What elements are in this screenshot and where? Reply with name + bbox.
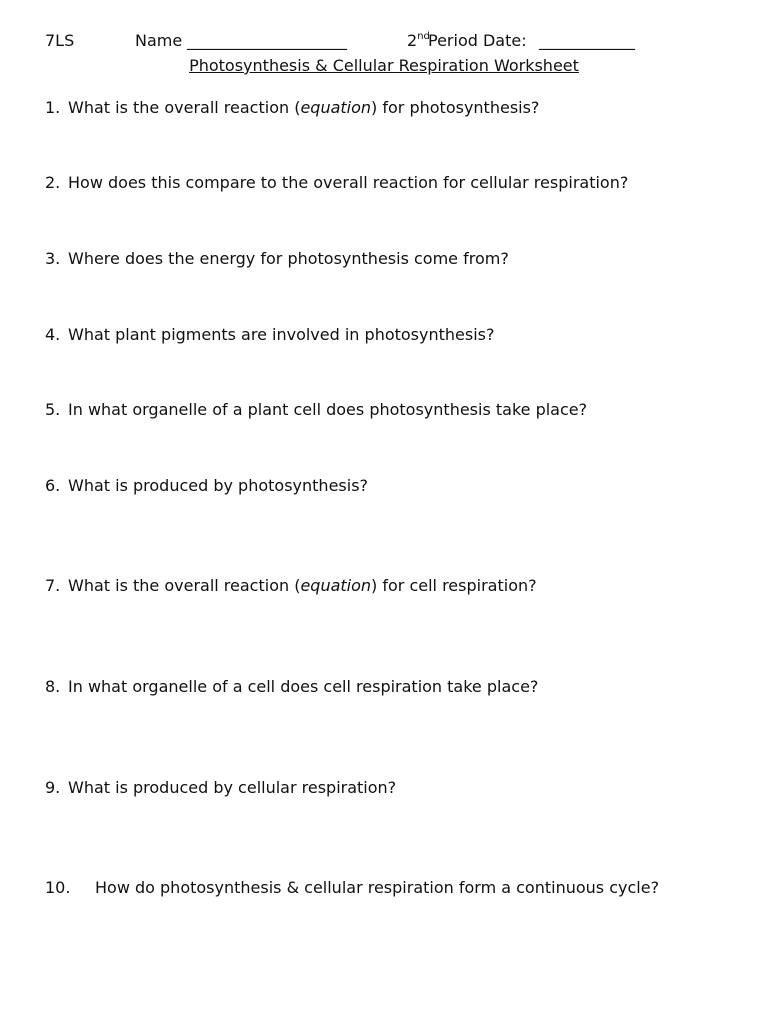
name-blank: ____________________ [187, 31, 347, 50]
period-number: 2 [407, 31, 418, 50]
worksheet-title: Photosynthesis & Cellular Respiration Worksheet [189, 56, 579, 75]
question-number: 8. [45, 677, 61, 696]
question-number: 7. [45, 576, 61, 595]
question-text: In what organelle of a cell does cell respiration take place? [68, 677, 539, 696]
question-text [68, 574, 537, 598]
question-number: 3. [45, 249, 61, 268]
question-text: In what organelle of a plant cell does photosynthesis take place? [68, 400, 588, 419]
question-number: 6. [45, 476, 61, 495]
question-text-before: What is the overall reaction ( [68, 576, 301, 595]
header-row [45, 28, 685, 54]
date-blank: ____________ [539, 31, 635, 50]
name-label: Name [135, 31, 183, 50]
question-text: Where does the energy for photosynthesis come from? [68, 249, 509, 268]
question-text: What plant pigments are involved in photosynthesis? [68, 325, 495, 344]
question-text [68, 96, 539, 120]
question-number: 4. [45, 325, 61, 344]
question-number: 2. [45, 173, 61, 192]
question-text: How does this compare to the overall reaction for cellular respiration? [68, 173, 629, 192]
question-text-before: What is the overall reaction ( [68, 98, 301, 117]
question-text: How do photosynthesis & cellular respiration form a continuous cycle? [95, 878, 660, 897]
question-text-italic: equation [300, 98, 372, 117]
period-suffix: nd [417, 30, 430, 42]
question-text: What is produced by photosynthesis? [68, 476, 369, 495]
question-number: 9. [45, 778, 61, 797]
question-text-italic: equation [300, 576, 372, 595]
period-ordinal [407, 28, 430, 54]
question-text-after: ) for cell respiration? [371, 576, 537, 595]
question-number: 5. [45, 400, 61, 419]
question-text-after: ) for photosynthesis? [371, 98, 540, 117]
question-number: 10. [45, 878, 71, 897]
course-code: 7LS [45, 31, 75, 50]
question-text: What is produced by cellular respiration? [68, 778, 397, 797]
period-date-label: Period Date: [428, 31, 527, 50]
question-number: 1. [45, 98, 61, 117]
